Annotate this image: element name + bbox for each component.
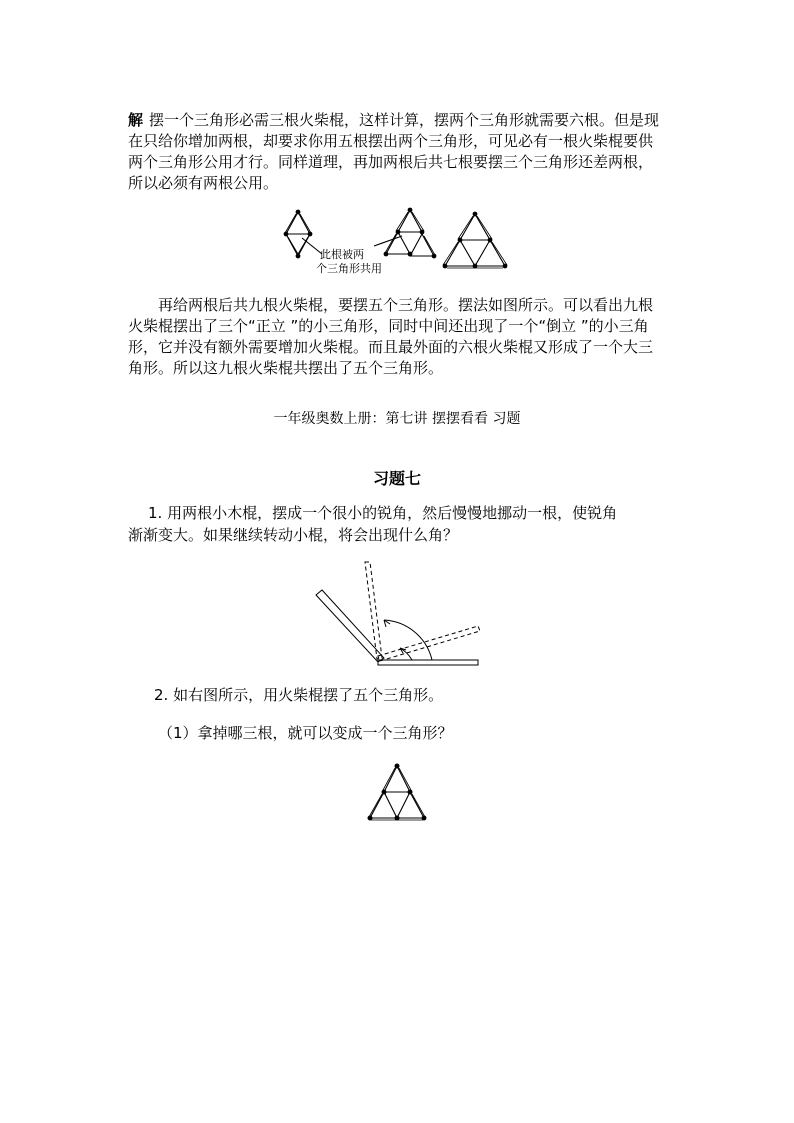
question-2-sub1: （1）拿掉哪三根，就可以变成一个三角形？ (158, 724, 453, 742)
solution-paragraph (128, 110, 666, 194)
figure1-caption-line2: 个三角形共用 (316, 262, 382, 275)
triangle-right-top (460, 214, 490, 240)
matchstick-triangles-figure (270, 200, 530, 282)
triangle-middle-left (386, 232, 410, 254)
triangle-right-left (445, 240, 475, 266)
small-triangle-right (397, 792, 424, 818)
base-stick (378, 660, 478, 665)
solution-label: 解 (128, 111, 144, 129)
vertical-dashed-stick (365, 562, 382, 659)
small-triangle-left (370, 792, 397, 818)
question-1-line1: 1. 用两根小木棍，摆成一个很小的锐角，然后慢慢地挪动一根，使锐角 (148, 504, 618, 522)
obtuse-stick (316, 590, 384, 662)
solution-text: 摆一个三角形必需三根火柴棍，这样计算，摆两个三角形就需要六根。但是现在只给你增加两根，却要求你用五根摆出两个三角形，可见必有一根火柴棍要供两个三角形公用才行。同样道理，再加两根后共七根要摆三个三角形还差两根，所以必须有两根公用。 (128, 111, 660, 192)
paragraph-two: 再给两根后共九根火柴棍，要摆五个三角形。摆法如图所示。可以看出九根火柴棍摆出了三个“正立 ”的小三角形，同时中间还出现了一个“倒立 ”的小三角形，它并没有额外需要增加火柴棍。而且最外面的六根火柴棍又形成了一个大三角形。所以这九根火柴棍共摆出了五个三角形。 (128, 296, 654, 377)
small-triangle-top (384, 766, 410, 792)
triangle-right-right (475, 240, 505, 266)
triangle-middle-top (398, 210, 422, 232)
acute-dashed-stick (378, 626, 480, 661)
triangle-middle-right (410, 234, 434, 256)
five-triangles-figure (364, 762, 432, 824)
triangle-bottom-left (286, 234, 310, 256)
chapter-header: 一年级奥数上册：第七讲 摆摆看看 习题 (273, 411, 521, 427)
triangle-top-left (286, 212, 310, 234)
pointer-line-right (374, 236, 402, 246)
exercise-title: 习题七 (372, 469, 421, 488)
rotating-sticks-figure (312, 560, 482, 670)
question-1-line2: 渐渐变大。如果继续转动小棍，将会出现什么角？ (128, 526, 459, 544)
figure1-caption-line1: 此根被两 (320, 248, 364, 261)
question-2-text: 2. 如右图所示，用火柴棍摆了五个三角形。 (154, 686, 444, 704)
pointer-line-left (302, 238, 322, 254)
